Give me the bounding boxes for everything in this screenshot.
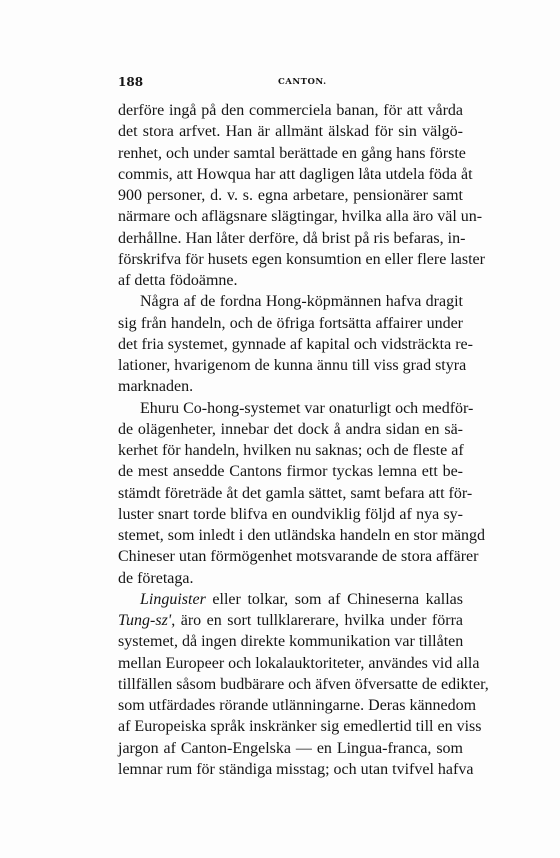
- text-line: de mest ansedde Cantons firmor tyckas lemna ett be-: [118, 463, 463, 481]
- text-line: tillfällen såsom budbärare och äfven öfversatte de edikter,: [118, 675, 489, 693]
- text-line: stämdt företräde åt det gamla sättet, samt befara att för-: [118, 484, 473, 502]
- text-line: det fria systemet, gynnade af kapital och vidsträckta re-: [118, 335, 473, 353]
- text-line: förskrifva för husets egen konsumtion en eller flere laster: [118, 250, 485, 268]
- text-line: Linguister eller tolkar, som af Chineserna kallas: [140, 590, 463, 608]
- paragraph: [118, 398, 486, 589]
- paragraph: [118, 589, 489, 780]
- text-line: lemnar rum för ständiga misstag; och utan tvifvel hafva: [118, 760, 474, 778]
- text-line: Chineser utan förmögenhet motsvarande de stora affärer: [118, 548, 479, 566]
- text-line: Några af de fordna Hong-köpmännen hafva dragit: [140, 293, 463, 311]
- text-line: derföre ingå på den commerciela banan, för att vårda: [118, 102, 463, 119]
- running-head: CANTON.: [278, 77, 327, 87]
- text-line: kerhet för handeln, hvilken nu saknas; och de fleste af: [118, 442, 464, 459]
- text-line: renhet, och under samtal berättade en gång hans förste: [118, 144, 466, 162]
- text-line: mellan Europeer och lokalauktoriteter, användes vid alla: [118, 654, 480, 672]
- text-line: lationer, hvarigenom de kunna ännu till viss grad styra: [118, 357, 467, 374]
- text-line: luster snart torde blifva en oundviklig följd af nya sy-: [118, 505, 463, 523]
- text-line: som utfärdades rörande utlänningarne. Deras kännedom: [118, 697, 477, 714]
- text-line: de företaga.: [118, 569, 194, 587]
- text-line: de olägenheter, innebar det dock å andra sidan en sä-: [118, 420, 463, 438]
- paragraph: [118, 100, 485, 291]
- text-line: derhållne. Han låter derföre, då brist på ris befaras, in-: [118, 229, 466, 247]
- text-line: 900 personer, d. v. s. egna arbetare, pensionärer samt: [118, 187, 463, 204]
- text-line: Ehuru Co-hong-systemet var onaturligt och medför-: [140, 399, 474, 417]
- text-line: commis, att Howqua har att dagligen låta utdela föda åt: [118, 165, 473, 183]
- paragraph: [118, 291, 473, 397]
- page-header: [118, 75, 463, 91]
- text-line: det stora arfvet. Han är allmänt älskad för sin välgö-: [118, 123, 463, 141]
- text-line: sig från handeln, och de öfriga fortsätta affairer under: [118, 314, 463, 332]
- text-line: närmare och aflägsnare slägtingar, hvilka alla äro väl un-: [118, 208, 483, 226]
- text-line: Tung-sz', äro en sort tullklarerare, hvilka under förra: [118, 612, 463, 629]
- text-line: stemet, som inledt i den utländska handeln en stor mängd: [118, 527, 486, 544]
- page-number: 188: [118, 75, 144, 89]
- text-line: af Europeiska språk inskränker sig emedlertid till en viss: [118, 718, 482, 736]
- body-text: [118, 100, 489, 780]
- text-line: af detta födoämne.: [118, 272, 238, 289]
- text-line: systemet, då ingen direkte kommunikation var tillåten: [118, 633, 464, 651]
- text-line: jargon af Canton-Engelska — en Lingua-franca, som: [118, 739, 463, 757]
- text-line: marknaden.: [118, 378, 194, 396]
